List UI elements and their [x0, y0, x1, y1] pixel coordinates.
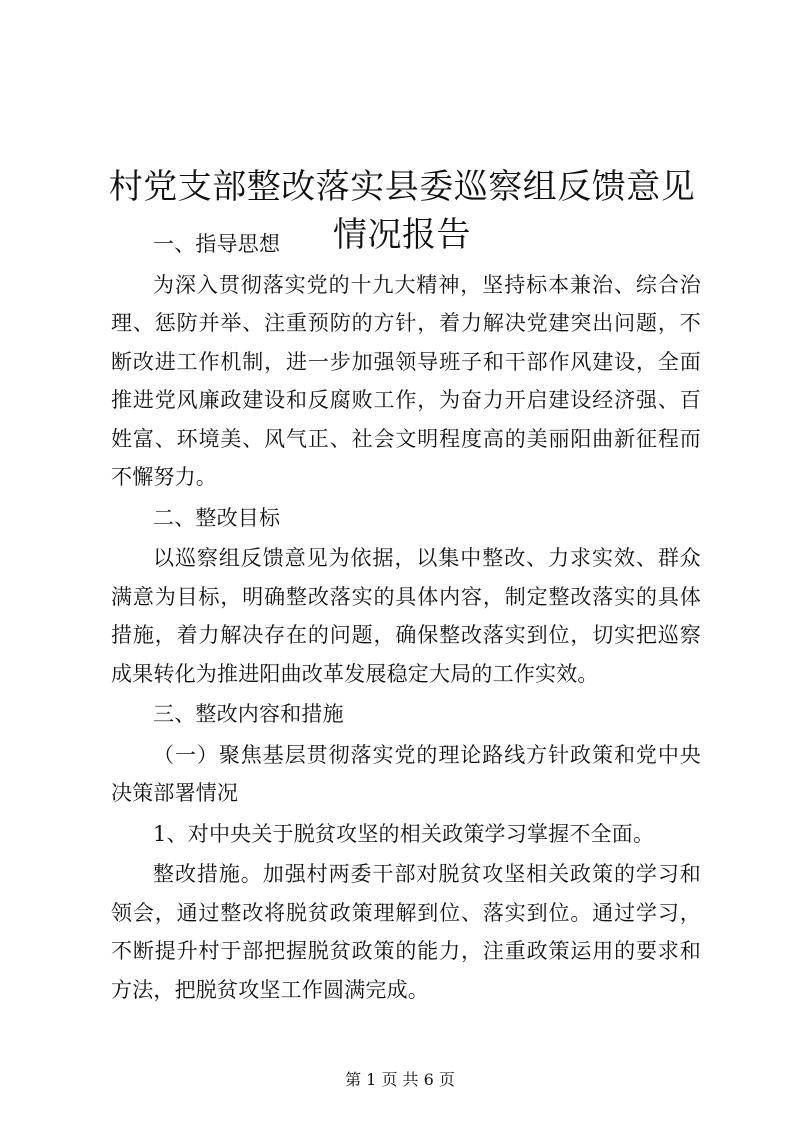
section-heading-rectification-goals: 二、整改目标 [153, 505, 281, 530]
document-title: 村党支部整改落实县委巡察组反馈意见情况报告 [108, 166, 696, 255]
measure-paragraph-1: 整改措施。加强村两委干部对脱贫攻坚相关政策的学习和领会，通过整改将脱贫政策理解到位、落实到位。通过学习，不断提升村于部把握脱贫政策的能力，注重政策运用的要求和方法，把脱贫攻坚工作圆满完成。 [111, 862, 701, 1002]
document-body [111, 225, 701, 1011]
paragraph-guiding-ideology: 为深入贯彻落实党的十九大精神，坚持标本兼治、综合治理、惩防并举、注重预防的方针，着力解决党建突出问题，不断改进工作机制，进一步加强领导班子和干部作风建设，全面推进党风廉政建设和反腐败工作，为奋力开启建设经济强、百姓富、环境美、风气正、社会文明程度高的美丽阳曲新征程而不懈努力。 [111, 272, 701, 489]
section-heading-content-measures: 三、整改内容和措施 [153, 702, 344, 726]
paragraph-rectification-goals: 以巡察组反馈意见为依据，以集中整改、力求实效、群众满意为目标，明确整改落实的具体内容，制定整改落实的具体措施，着力解决存在的问题，确保整改落实到位，切实把巡察成果转化为推进阳曲改革发展稳定大局的工作实效。 [111, 546, 701, 686]
page-footer: 第 1 页 共 6 页 [345, 1070, 455, 1089]
issue-item-1: 1、对中央关于脱贫攻坚的相关政策学习掌握不全面。 [153, 821, 655, 846]
subsection-heading-1: （一）聚焦基层贯彻落实党的理论路线方针政策和党中央决策部署情况 [111, 742, 701, 805]
section-heading-guiding-ideology: 一、指导思想 [153, 232, 281, 256]
